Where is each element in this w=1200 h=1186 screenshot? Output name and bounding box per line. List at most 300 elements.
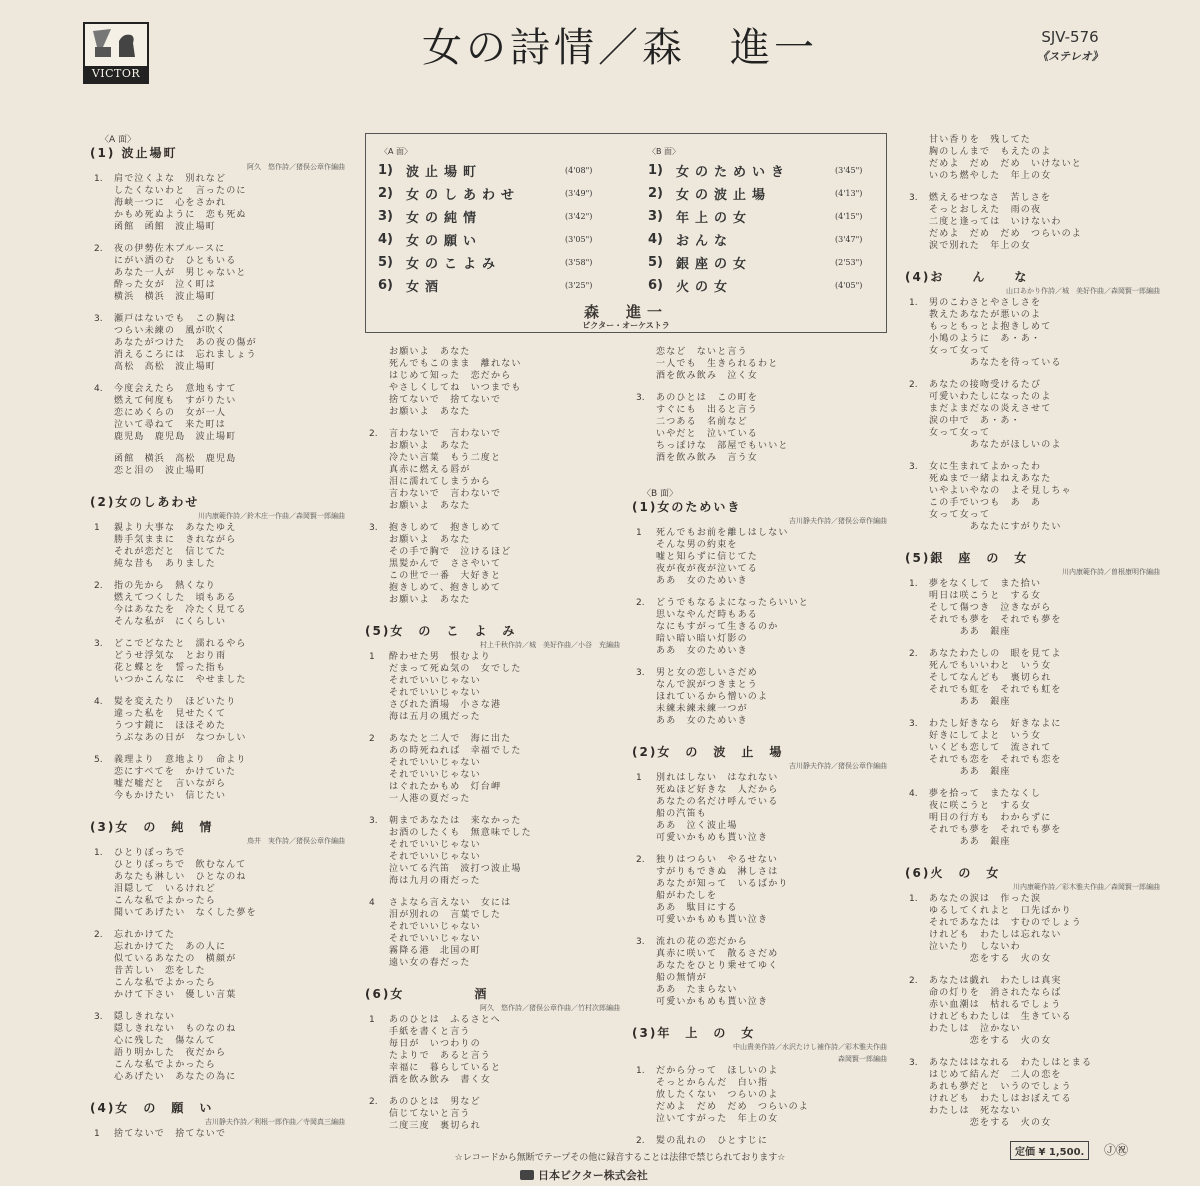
song-title: (5)女 の こ よ み (365, 624, 517, 638)
lyric-verse (365, 815, 620, 887)
lyric-line: 昔苦しい 恋をした (114, 966, 206, 976)
lyric-line: 心あげたい あなたの為に (114, 1072, 237, 1082)
lyric-line: こんな私でよかったら (114, 896, 217, 906)
lyric-line: 女って女って (929, 428, 991, 438)
lyric-line: すがりもできぬ 淋しさは (656, 867, 779, 877)
lyric-line: 可愛いかもめも貰い泣き (656, 833, 769, 843)
lyric-line: すぐにも 出ると言う (656, 405, 759, 415)
lyric-line: 死んでもお前を離しはしない (656, 528, 789, 538)
company-name: 日本ビクター株式会社 (538, 1169, 648, 1182)
lyric-line: 男と女の恋しいさだめ (656, 668, 759, 678)
lyric-line: 別れはしない はなれない (656, 773, 779, 783)
lyric-line: そしてなんども 裏切られ (929, 673, 1052, 683)
lyric-line: 忘れかけてた (114, 930, 176, 940)
verse-number (90, 453, 114, 477)
verse-lines (656, 854, 789, 926)
lyric-line: かもめ死ぬように 恋も死ぬ (114, 210, 247, 220)
verse-lines (929, 192, 1082, 252)
verse-lines (656, 667, 768, 727)
lyric-line: 酔わせた男 恨むより (389, 652, 492, 662)
lyric-line: あなたを待っている (929, 358, 1062, 368)
lyric-line: 男のこわさとやさしさを (929, 298, 1042, 308)
lyric-line: 胸のしんまで もえたのよ (929, 147, 1052, 157)
lyric-line: にがい酒のむ ひともいる (114, 256, 237, 266)
lyric-line: あの時死ねれば 幸福でした (389, 746, 522, 756)
lyric-line: その手で胸で 泣けるほど (389, 547, 512, 557)
song-credits: 川内康範作詩／曽根康明作編曲 (1062, 568, 1160, 576)
track-row (378, 275, 611, 295)
lyric-line: 泣いたり しないわ (929, 942, 1021, 952)
song-credits: 村上千秋作詩／城 美好作曲／小谷 充編曲 (480, 641, 620, 649)
lyric-line: それでいいじゃない (389, 840, 481, 850)
track-title: おんな (676, 233, 734, 249)
verse-number: 2. (636, 1136, 645, 1146)
lyric-verse (90, 638, 345, 686)
verse-number: 3. (94, 639, 103, 649)
verse-lines (929, 1057, 1092, 1129)
verse-number: 2. (94, 581, 103, 591)
lyric-line: 抱きしめて 抱きしめて (389, 523, 502, 533)
verse-lines (389, 1014, 501, 1086)
lyric-verse (905, 975, 1160, 1047)
lyric-line: いつかこんなに やせました (114, 675, 247, 685)
lyric-line: 聞いてあげたい なくした夢を (114, 908, 257, 918)
lyric-line: 恋と泪の 波止場町 (114, 466, 206, 476)
lyric-line: 女って女って (929, 346, 991, 356)
lyric-verse (365, 651, 620, 723)
verse-number (905, 134, 929, 182)
lyric-line: 泣いて尋ねて 来た町は (114, 420, 226, 430)
verse-lines (929, 379, 1062, 451)
side-label: 〈B 面〉 (642, 489, 679, 499)
lyric-line: 二度と逢っては いけないわ (929, 217, 1062, 227)
lyric-line: 泪が別れの 言葉でした (389, 910, 502, 920)
lyric-line: ああ 泣く波止場 (656, 821, 738, 831)
lyric-line: 泪隠して いるけれど (114, 884, 217, 894)
song-credits: 森岡賢一郎編曲 (838, 1055, 887, 1063)
verse-number: 4 (369, 898, 375, 908)
lyric-line: 海峡一つに 心をさかれ (114, 198, 227, 208)
lyric-line: あなたも淋しい ひとなのね (114, 872, 247, 882)
lyric-line: 恋など ないと言う (656, 347, 748, 357)
lyric-verse (905, 1057, 1160, 1129)
lyric-verse (90, 313, 345, 373)
lyric-line: 鹿児島 鹿児島 波止場町 (114, 432, 237, 442)
verse-number: 3. (636, 937, 645, 947)
verse-lines (389, 1096, 481, 1132)
song-title: (4)女 の 願 い (90, 1101, 214, 1115)
track-duration: (4'08") (565, 165, 593, 175)
song-title: (2)女のしあわせ (90, 495, 200, 509)
lyric-line: 朝まであなたは 来なかった (389, 816, 522, 826)
track-title: 女のこよみ (406, 256, 502, 272)
verse-number: 3. (94, 1012, 103, 1022)
track-number: 2) (378, 185, 393, 201)
lyric-line: あなた一人が 男じゃないと (114, 268, 247, 278)
track-title: 女のためいき (676, 164, 791, 180)
lyric-line: 船の汽笛も (656, 809, 708, 819)
verse-lines (656, 527, 789, 587)
lyric-line: はじめて結んだ 二人の恋を (929, 1070, 1062, 1080)
verse-number: 2. (636, 598, 645, 608)
lyric-line: 流れの花の恋だから (656, 937, 748, 947)
verse-lines (656, 772, 778, 844)
lyric-line: 思いなやんだ時もある (656, 610, 759, 620)
track-row (648, 252, 881, 272)
manufacturer (520, 1167, 648, 1183)
track-number: 1) (648, 162, 663, 178)
lyric-line: うぶなあの日が なつかしい (114, 733, 247, 743)
track-duration: (4'13") (835, 188, 863, 198)
album-title: 女の詩情／森 進一 (422, 25, 818, 71)
verse-number: 3. (909, 193, 918, 203)
lyric-line: 赤い血潮は 枯れるでしょう (929, 1000, 1062, 1010)
track-title: 年上の女 (676, 210, 753, 226)
lyric-verse (90, 847, 345, 919)
lyric-line: 勝手気ままに きれながら (114, 535, 237, 545)
verse-lines (389, 651, 522, 723)
lyric-line: それでいいじゃない (389, 770, 481, 780)
verse-number (632, 346, 656, 382)
song-title: (3)年 上 の 女 (632, 1026, 756, 1040)
lyric-line: 恋をする 火の女 (929, 1118, 1052, 1128)
track-title: 女の波止場 (676, 187, 772, 203)
lyric-line: 心に残した 傷なんて (114, 1036, 217, 1046)
verse-number: 2. (369, 1097, 378, 1107)
lyric-line: この世で一番 大好きと (389, 571, 502, 581)
lyric-line: もっともっとよ抱きしめて (929, 322, 1052, 332)
side-a-label: 〈A 面〉 (380, 147, 413, 156)
verse-number: 3. (909, 462, 918, 472)
lyric-line: それでも夢を それでも夢を (929, 615, 1062, 625)
lyric-verse (632, 392, 887, 464)
verse-number: 1 (636, 528, 642, 538)
lyric-line: こんな私でよかったら (114, 978, 217, 988)
track-row (378, 183, 611, 203)
lyric-verse (632, 772, 887, 844)
track-row (648, 229, 881, 249)
verse-lines (389, 815, 532, 887)
lyric-line: まだよまだなの炎えさせて (929, 404, 1052, 414)
lyric-line: 隠しきれない ものなのね (114, 1024, 237, 1034)
lyric-verse (90, 754, 345, 802)
lyric-verse (632, 936, 887, 1008)
verse-lines (929, 718, 1062, 778)
song-credits: 阿久 悠作詩／猪俣公章作曲／竹村次郎編曲 (480, 1004, 620, 1012)
lyric-line: 捨てないで 捨てないで (114, 1129, 227, 1139)
track-row (648, 160, 881, 180)
lyric-line: はぐれたかもめ 灯台岬 (389, 782, 502, 792)
lyric-verse (365, 1096, 620, 1132)
verse-lines (656, 1135, 768, 1147)
lyric-line: お願いよ あなた (389, 347, 471, 357)
lyric-line: あなたの接吻受けるたび (929, 380, 1042, 390)
lyric-line: 二度三度 裏切られ (389, 1121, 481, 1131)
lyric-line: 函館 横浜 高松 鹿児島 (114, 454, 237, 464)
lyric-line: 夜に咲こうと する女 (929, 801, 1032, 811)
lyric-line: 高松 高松 波止場町 (114, 362, 217, 372)
lyric-line: ああ 銀座 (929, 627, 1011, 637)
lyric-line: 夢をなくして また拾い (929, 579, 1042, 589)
track-title: 女酒 (406, 279, 445, 295)
lyric-line: ちっぽけな 部屋でもいいと (656, 441, 789, 451)
verse-lines (114, 929, 236, 1001)
lyric-line: 髪を変えたり ほどいたり (114, 697, 237, 707)
lyric-line: 死んでもこのまま 離れない (389, 359, 522, 369)
lyric-line: 二つある 名前など (656, 417, 748, 427)
lyric-line: そして傷つき 泣きながら (929, 603, 1052, 613)
lyric-line: だから分って ほしいのよ (656, 1066, 779, 1076)
track-duration: (2'53") (835, 257, 863, 267)
artist-name: 森 進一 (583, 303, 668, 321)
lyric-verse (632, 1065, 887, 1125)
lyric-verse (905, 379, 1160, 451)
lyric-line: 言わないで 言わないで (389, 489, 502, 499)
lyric-line: 信じてないと言う (389, 1109, 471, 1119)
verse-number: 1. (909, 894, 918, 904)
lyric-line: だめよ だめ だめ つらいのよ (656, 1102, 810, 1112)
track-row (378, 229, 611, 249)
song-credits: 鳥井 実作詩／猪俣公章作編曲 (247, 837, 345, 845)
lyric-line: 酒を飲み飲み 言う女 (656, 453, 759, 463)
lyric-line: あなたにすがりたい (929, 522, 1062, 532)
lyric-verse (90, 1011, 345, 1083)
lyric-line: 夢を拾って またなくし (929, 789, 1042, 799)
verse-number: 2. (636, 855, 645, 865)
verse-number: 3. (636, 393, 645, 403)
track-number: 6) (648, 277, 663, 293)
lyric-line: さびれた酒場 小さな港 (389, 700, 502, 710)
lyric-line: 女に生まれてよかったわ (929, 462, 1042, 472)
lyric-verse (905, 718, 1160, 778)
lyric-line: あなたの名だけ呼んでいる (656, 797, 779, 807)
lyric-line: 好きにしてよと いう女 (929, 731, 1042, 741)
lyrics-column-1 (90, 134, 345, 1150)
lyric-verse (632, 597, 887, 657)
stereo-label: 《ステレオ》 (1037, 50, 1103, 63)
lyric-line: 泣いてる汽笛 波打つ波止場 (389, 864, 522, 874)
lyric-line: お願いよ あなた (389, 595, 471, 605)
lyric-verse (90, 929, 345, 1001)
lyric-line: 酔った女が 泣く町は (114, 280, 217, 290)
verse-lines (114, 847, 257, 919)
lyric-line: 燃えてつくした 頃もある (114, 593, 237, 603)
lyric-line: あなたがつけた あの夜の傷が (114, 338, 257, 348)
verse-number: 1 (636, 773, 642, 783)
lyric-line: お願いよ あなた (389, 441, 471, 451)
lyric-line: あなたが知って いるばかり (656, 879, 789, 889)
copyright-notice: ☆レコードから無断でテープその他に録音することは法律で禁じられております☆ (454, 1153, 786, 1163)
lyric-line: あのひとは ふるさとへ (389, 1015, 501, 1025)
lyric-line: いやだと 泣いている (656, 429, 759, 439)
song-title: (3)女 の 純 情 (90, 820, 214, 834)
lyric-line: 消えるころには 忘れましょう (114, 350, 257, 360)
lyric-line: けれども わたしは忘れない (929, 930, 1062, 940)
verse-lines (929, 578, 1062, 638)
track-title: 波止場町 (406, 164, 483, 180)
lyric-verse (905, 192, 1160, 252)
lyric-line: 海は五月の風だった (389, 712, 481, 722)
verse-lines (929, 788, 1062, 848)
song-credits: 中山貴美作詩／水沢たけし補作詩／彩木雅夫作曲 (733, 1043, 887, 1051)
lyric-line: 恋にすべてを かけていた (114, 767, 237, 777)
lyric-line: ゆるしてくれよと 口先ばかり (929, 906, 1072, 916)
track-row (378, 252, 611, 272)
lyric-line: 酒を飲み飲み 泣く女 (656, 371, 759, 381)
lyric-line: それであなたは すむのでしょう (929, 918, 1083, 928)
rating-marks: Ⓙ㊗ (1104, 1143, 1129, 1157)
lyric-line: 捨てないで 捨てないで (389, 395, 502, 405)
lyric-line: 幸福に 暮らしていると (389, 1063, 502, 1073)
verse-lines (389, 897, 511, 969)
lyric-verse (90, 580, 345, 628)
lyric-line: いくども恋して 流されて (929, 743, 1052, 753)
lyric-verse (632, 346, 887, 382)
verse-lines (114, 243, 247, 303)
lyric-line: 遠い女の春だった (389, 958, 471, 968)
verse-lines (656, 1065, 809, 1125)
lyric-line: 小鳩のように あ・あ・ (929, 334, 1042, 344)
catalog-number: SJV-576 (1041, 28, 1099, 46)
lyric-line: わたしは 泣かない (929, 1024, 1021, 1034)
price-label: 定価 ¥ 1,500. (1010, 1141, 1089, 1160)
lyric-line: 忘れかけてた あの人に (114, 942, 227, 952)
lyric-line: 恋をする 火の女 (929, 1036, 1052, 1046)
lyric-line: あなたの涙は 作った涙 (929, 894, 1042, 904)
verse-lines (114, 696, 247, 744)
verse-number: 1. (636, 1066, 645, 1076)
verse-lines (114, 313, 257, 373)
verse-lines (114, 522, 236, 570)
verse-lines (389, 522, 511, 606)
lyric-line: 船がわたしを (656, 891, 718, 901)
track-duration: (3'47") (835, 234, 863, 244)
lyric-line: それでも恋を それでも恋を (929, 755, 1062, 765)
lyric-line: あなたは戯れ わたしは真実 (929, 976, 1062, 986)
lyric-line: そっとからんだ 白い指 (656, 1078, 769, 1088)
lyric-line: あなたがほしいのよ (929, 440, 1062, 450)
lyric-line: わたしは 死なない (929, 1106, 1021, 1116)
verse-lines (656, 392, 789, 464)
track-number: 4) (648, 231, 663, 247)
lyric-line: 今度会えたら 意地もすて (114, 384, 237, 394)
lyric-line: そんな私が にくらしい (114, 617, 227, 627)
lyric-line: お願いよ あなた (389, 407, 471, 417)
lyric-line: 真赤に燃える唇が (389, 465, 471, 475)
lyric-line: 涙の中で あ・あ・ (929, 416, 1021, 426)
lyric-line: かけて下さい 優しい言葉 (114, 990, 237, 1000)
lyric-line: 女って女って (929, 510, 991, 520)
track-title: 火の女 (676, 279, 734, 295)
lyric-line: 語り明かした 夜だから (114, 1048, 227, 1058)
lyric-line: つらい未練の 風が吹く (114, 326, 227, 336)
verse-lines (929, 648, 1062, 708)
lyric-verse (90, 243, 345, 303)
lyrics-column-2 (365, 346, 620, 1142)
verse-lines (929, 975, 1072, 1047)
lyric-verse (632, 667, 887, 727)
lyric-line: ほれているから憎いのよ (656, 692, 769, 702)
track-duration: (3'45") (835, 165, 863, 175)
lyric-line: 放したくない つらいのよ (656, 1090, 779, 1100)
lyric-line: 夜が夜が夜が泣いてる (656, 564, 759, 574)
lyric-line: それでいいじゃない (389, 688, 481, 698)
lyric-line: 恋にめくらの 女が一人 (114, 408, 227, 418)
lyric-line: 命の灯りを 消されたならば (929, 988, 1062, 998)
verse-lines (656, 936, 778, 1008)
lyric-verse (365, 897, 620, 969)
lyric-line: 肩で泣くよな 別れなど (114, 174, 227, 184)
lyric-verse (90, 696, 345, 744)
verse-lines (656, 597, 809, 657)
lyric-line: 花と蝶とを 誓った指も (114, 663, 227, 673)
song-title: (6)女 酒 (365, 987, 489, 1001)
verse-number: 4. (909, 789, 918, 799)
song-title: (4)お ん な (905, 270, 1029, 284)
lyric-line: 暗い暗い暗い灯影の (656, 634, 748, 644)
lyric-line: ああ 女のためいき (656, 646, 748, 656)
lyric-line: あのひとは この町を (656, 393, 759, 403)
lyric-line: ああ たまらない (656, 985, 738, 995)
track-row (648, 275, 881, 295)
lyric-line: 酒を飲み飲み 書く女 (389, 1075, 492, 1085)
lyric-verse (365, 346, 620, 418)
his-masters-voice-dog-icon (89, 27, 143, 61)
verse-number: 2. (909, 976, 918, 986)
verse-number: 3. (369, 523, 378, 533)
verse-lines (929, 461, 1072, 533)
lyric-line: いやよいやなの よそ見しちゃ (929, 486, 1072, 496)
lyric-verse (365, 428, 620, 512)
verse-number: 1 (369, 1015, 375, 1025)
song-credits: 川内康範作詩／彩木雅夫作曲／森岡賢一郎編曲 (1013, 883, 1160, 891)
lyric-line: あなたと二人で 海に出た (389, 734, 512, 744)
lyric-verse (90, 1128, 345, 1140)
lyric-line: ああ 駄目にする (656, 903, 738, 913)
lyric-verse (90, 453, 345, 477)
lyric-line: それでも夢を それでも夢を (929, 825, 1062, 835)
lyric-line: 船の無情が (656, 973, 708, 983)
track-number: 6) (378, 277, 393, 293)
verse-number: 3. (909, 1058, 918, 1068)
lyric-line: そんな男の約束を (656, 540, 738, 550)
verse-number: 2. (369, 429, 378, 439)
verse-number: 3. (369, 816, 378, 826)
lyric-line: はじめて知った 恋だから (389, 371, 512, 381)
lyric-line: 未練未練未練一つが (656, 704, 748, 714)
lyric-line: うつす鏡に ほほそめた (114, 721, 227, 731)
lyric-line: 嘘だ嘘だと 言いながら (114, 779, 227, 789)
verse-lines (929, 297, 1062, 369)
track-number: 2) (648, 185, 663, 201)
verse-number: 1. (909, 298, 918, 308)
verse-number: 1 (94, 1129, 100, 1139)
lyric-line: 指の先から 熱くなり (114, 581, 217, 591)
lyric-verse (632, 854, 887, 926)
lyric-line: 義理より 意地より 命より (114, 755, 247, 765)
lyric-line: だめよ だめ だめ いけないと (929, 159, 1083, 169)
lyric-line: 瀬戸はないでも この胸は (114, 314, 237, 324)
verse-lines (114, 173, 247, 233)
lyric-line: 抱きしめて、抱きしめて (389, 583, 502, 593)
verse-number: 2. (94, 930, 103, 940)
lyric-line: どうでもなるよになったらいいと (656, 598, 810, 608)
track-duration: (3'05") (565, 234, 593, 244)
lyric-line: 一人港の夏だった (389, 794, 471, 804)
lyric-verse (905, 648, 1160, 708)
verse-number: 2. (909, 380, 918, 390)
track-title: 女のしあわせ (406, 187, 521, 203)
